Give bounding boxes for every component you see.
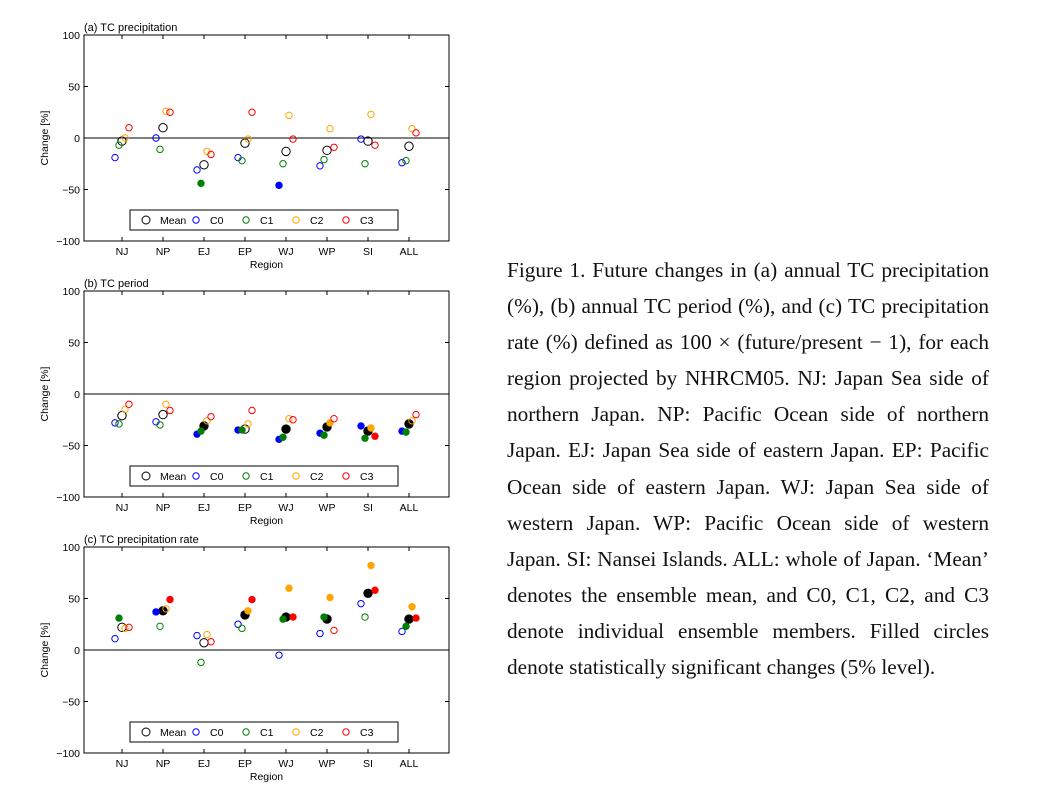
x-axis-label: Region bbox=[249, 515, 284, 527]
data-point-c0-ej bbox=[194, 167, 200, 173]
data-point-c2-wp bbox=[327, 594, 333, 600]
data-point-c3-np bbox=[167, 109, 173, 115]
data-point-c0-wj bbox=[276, 182, 282, 188]
data-point-c0-wp bbox=[317, 163, 323, 169]
legend-label-mean: Mean bbox=[160, 215, 187, 227]
y-tick-label: 50 bbox=[68, 593, 80, 606]
data-point-c2-si bbox=[368, 425, 374, 431]
legend-label-c2: C2 bbox=[310, 727, 324, 739]
x-tick-label: ALL bbox=[399, 502, 419, 514]
x-tick-label: NP bbox=[155, 246, 171, 258]
figure-panels bbox=[0, 0, 480, 791]
x-tick-label: EP bbox=[237, 502, 253, 514]
data-point-c0-si bbox=[358, 423, 364, 429]
y-tick-label: −100 bbox=[56, 492, 80, 504]
legend-label-c2: C2 bbox=[310, 471, 324, 483]
data-point-c1-si bbox=[362, 435, 368, 441]
data-point-c3-np bbox=[167, 407, 173, 413]
x-tick-label: WP bbox=[318, 758, 336, 770]
data-point-c3-np bbox=[167, 596, 173, 602]
chart-panel-0 bbox=[39, 22, 449, 271]
x-axis-label: Region bbox=[249, 259, 284, 271]
y-tick-label: −100 bbox=[56, 236, 80, 248]
data-point-c2-si bbox=[368, 111, 374, 117]
legend-label-c1: C1 bbox=[260, 727, 274, 739]
x-tick-label: EJ bbox=[197, 758, 211, 770]
legend-label-c3: C3 bbox=[360, 727, 374, 739]
data-point-c0-ep bbox=[235, 621, 241, 627]
data-point-c2-wp bbox=[327, 420, 333, 426]
legend bbox=[130, 210, 398, 230]
data-point-c3-ep bbox=[249, 407, 255, 413]
x-tick-label: EP bbox=[237, 758, 253, 770]
data-point-c1-wp bbox=[321, 156, 327, 162]
data-point-c3-wp bbox=[331, 627, 337, 633]
x-tick-label: WP bbox=[318, 246, 336, 258]
y-axis-label: Change [%] bbox=[39, 110, 51, 166]
y-tick-label: 100 bbox=[62, 30, 80, 42]
y-tick-label: 50 bbox=[68, 337, 80, 350]
x-tick-label: EJ bbox=[197, 246, 211, 258]
data-point-c3-nj bbox=[126, 624, 132, 630]
x-tick-label: EP bbox=[237, 246, 253, 258]
data-point-c3-si bbox=[372, 142, 378, 148]
chart-svg bbox=[0, 0, 480, 791]
data-point-c1-np bbox=[157, 146, 163, 152]
data-point-c3-si bbox=[372, 587, 378, 593]
data-point-c1-ej bbox=[198, 659, 204, 665]
y-tick-label: 50 bbox=[68, 81, 80, 94]
x-tick-label: NJ bbox=[115, 502, 129, 514]
y-tick-label: 0 bbox=[74, 133, 80, 145]
data-point-c2-np bbox=[163, 108, 169, 114]
y-tick-label: −50 bbox=[62, 440, 80, 453]
data-point-c2-all bbox=[409, 604, 415, 610]
data-point-mean-all bbox=[405, 615, 413, 623]
data-point-mean-ej bbox=[200, 161, 208, 169]
x-tick-label: SI bbox=[363, 502, 373, 514]
chart-title: (b) TC period bbox=[84, 278, 149, 290]
y-axis-label: Change [%] bbox=[39, 366, 51, 422]
data-point-mean-np bbox=[159, 410, 167, 418]
data-point-c1-ej bbox=[198, 180, 204, 186]
data-point-c3-ep bbox=[249, 596, 255, 602]
data-point-c1-ep bbox=[239, 625, 245, 631]
data-point-c1-ep bbox=[239, 427, 245, 433]
y-tick-label: −50 bbox=[62, 696, 80, 709]
data-point-mean-ej bbox=[200, 639, 208, 647]
x-tick-label: EJ bbox=[197, 502, 211, 514]
data-point-c1-wj bbox=[280, 616, 286, 622]
data-point-mean-wp bbox=[323, 146, 331, 154]
data-point-c3-all bbox=[413, 130, 419, 136]
data-point-c1-wp bbox=[321, 614, 327, 620]
x-tick-label: SI bbox=[363, 758, 373, 770]
data-point-c2-si bbox=[368, 562, 374, 568]
y-axis-label: Change [%] bbox=[39, 622, 51, 678]
data-point-c3-ej bbox=[208, 639, 214, 645]
data-point-c1-si bbox=[362, 161, 368, 167]
y-tick-label: −100 bbox=[56, 748, 80, 760]
data-point-c3-wj bbox=[290, 136, 296, 142]
legend-label-c0: C0 bbox=[210, 471, 224, 483]
x-tick-label: NP bbox=[155, 758, 171, 770]
data-point-c1-all bbox=[403, 429, 409, 435]
data-point-mean-all bbox=[405, 142, 413, 150]
data-point-c2-ep bbox=[245, 608, 251, 614]
data-point-c0-ej bbox=[194, 632, 200, 638]
x-tick-label: NP bbox=[155, 502, 171, 514]
y-tick-label: 0 bbox=[74, 645, 80, 657]
data-point-c1-all bbox=[403, 623, 409, 629]
data-point-c1-np bbox=[157, 623, 163, 629]
x-tick-label: WJ bbox=[278, 502, 294, 514]
data-point-c1-si bbox=[362, 614, 368, 620]
data-point-c2-wj bbox=[286, 416, 292, 422]
legend-label-c3: C3 bbox=[360, 215, 374, 227]
data-point-c0-nj bbox=[112, 635, 118, 641]
data-point-c3-wj bbox=[290, 614, 296, 620]
data-point-c3-ej bbox=[208, 413, 214, 419]
chart-panel-1 bbox=[39, 278, 449, 527]
data-point-mean-si bbox=[364, 589, 372, 597]
data-point-c2-wj bbox=[286, 112, 292, 118]
x-axis-label: Region bbox=[249, 771, 284, 783]
data-point-c1-wj bbox=[280, 434, 286, 440]
data-point-c3-si bbox=[372, 433, 378, 439]
legend-label-c0: C0 bbox=[210, 727, 224, 739]
data-point-c2-wj bbox=[286, 585, 292, 591]
data-point-c2-np bbox=[163, 401, 169, 407]
y-tick-label: −50 bbox=[62, 184, 80, 197]
data-point-c0-nj bbox=[112, 420, 118, 426]
legend-label-c1: C1 bbox=[260, 471, 274, 483]
data-point-c1-wp bbox=[321, 432, 327, 438]
x-tick-label: ALL bbox=[399, 246, 419, 258]
data-point-c1-wj bbox=[280, 161, 286, 167]
data-point-c0-si bbox=[358, 136, 364, 142]
data-point-c0-np bbox=[153, 609, 159, 615]
data-point-mean-np bbox=[159, 124, 167, 132]
x-tick-label: WJ bbox=[278, 246, 294, 258]
data-point-c3-all bbox=[413, 615, 419, 621]
chart-title: (a) TC precipitation bbox=[84, 22, 178, 34]
y-tick-label: 100 bbox=[62, 286, 80, 298]
data-point-c0-si bbox=[358, 600, 364, 606]
data-point-c3-wp bbox=[331, 416, 337, 422]
data-point-c3-all bbox=[413, 411, 419, 417]
data-point-mean-wj bbox=[282, 147, 290, 155]
data-point-c1-ej bbox=[198, 428, 204, 434]
legend-label-c3: C3 bbox=[360, 471, 374, 483]
data-point-c0-nj bbox=[112, 154, 118, 160]
y-tick-label: 0 bbox=[74, 389, 80, 401]
legend-label-mean: Mean bbox=[160, 727, 187, 739]
data-point-mean-wj bbox=[282, 425, 290, 433]
data-point-c1-nj bbox=[116, 615, 122, 621]
legend-label-c1: C1 bbox=[260, 215, 274, 227]
x-tick-label: WP bbox=[318, 502, 336, 514]
data-point-c3-wj bbox=[290, 417, 296, 423]
data-point-c3-nj bbox=[126, 401, 132, 407]
x-tick-label: NJ bbox=[115, 758, 129, 770]
y-tick-label: 100 bbox=[62, 542, 80, 554]
legend bbox=[130, 466, 398, 486]
data-point-c3-wp bbox=[331, 144, 337, 150]
data-point-c2-ej bbox=[204, 631, 210, 637]
data-point-c3-nj bbox=[126, 125, 132, 131]
figure-caption: Figure 1. Future changes in (a) annual TC precipitation (%), (b) annual TC period (%), and (c) TC precipitation rate (%) defined as 100 × (future/present − 1), for each region projected by NHRCM05. NJ: Japan Sea side of northern Japan. NP: Pacific Ocean side of northern Japan. EJ: Japan Sea side of eastern Japan. EP: Pacific Ocean side of eastern Japan. WJ: Japan Sea side of western Japan. WP: Pacific Ocean side of western Japan. SI: Nansei Islands. ALL: whole of Japan. ‘Mean’ denotes the ensemble mean, and C0, C1, C2, and C3 denote individual ensemble members. Filled circles denote statistically significant changes (5% level). bbox=[507, 258, 989, 680]
chart-panel-2 bbox=[39, 534, 449, 783]
data-point-c0-wj bbox=[276, 652, 282, 658]
data-point-c3-ep bbox=[249, 109, 255, 115]
data-point-c1-nj bbox=[116, 421, 122, 427]
legend bbox=[130, 722, 398, 742]
x-tick-label: WJ bbox=[278, 758, 294, 770]
data-point-c2-wp bbox=[327, 126, 333, 132]
x-tick-label: ALL bbox=[399, 758, 419, 770]
data-point-c0-wp bbox=[317, 630, 323, 636]
legend-label-c0: C0 bbox=[210, 215, 224, 227]
chart-title: (c) TC precipitation rate bbox=[84, 534, 199, 546]
x-tick-label: NJ bbox=[115, 246, 129, 258]
data-point-c2-all bbox=[409, 126, 415, 132]
legend-label-c2: C2 bbox=[310, 215, 324, 227]
legend-label-mean: Mean bbox=[160, 471, 187, 483]
x-tick-label: SI bbox=[363, 246, 373, 258]
